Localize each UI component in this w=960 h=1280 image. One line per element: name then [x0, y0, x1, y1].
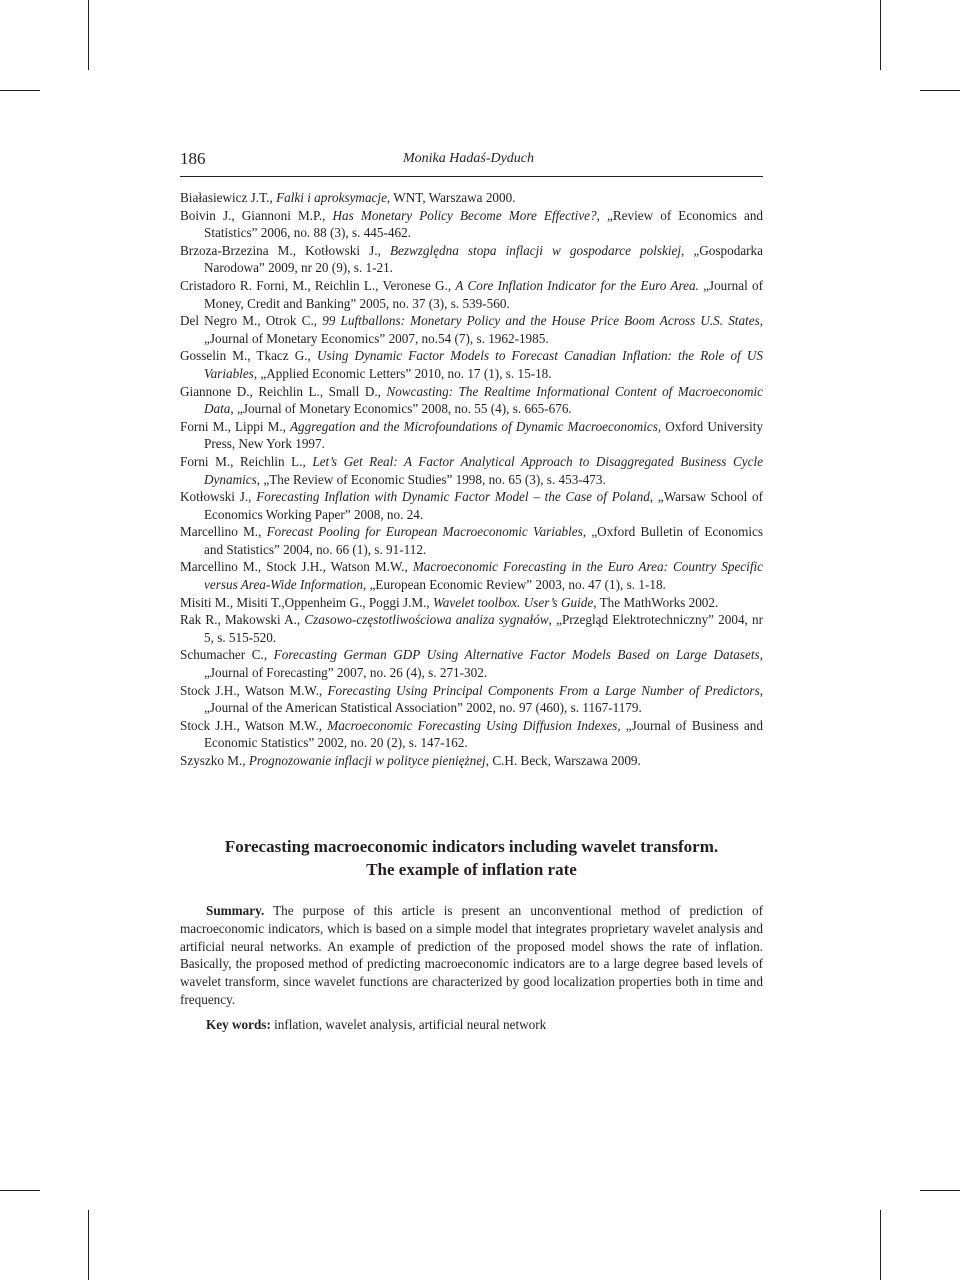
- reference-title: Forecast Pooling for European Macroeconomic Variables: [266, 524, 583, 540]
- crop-mark: [920, 1190, 960, 1191]
- reference-title: Forecasting Using Principal Components From a Large Number of Predictors: [327, 682, 760, 698]
- reference-entry: [180, 453, 763, 488]
- reference-details: , „European Economic Review” 2003, no. 47 (1), s. 1-18.: [362, 577, 666, 593]
- reference-title: Bezwzględna stopa inflacji w gospodarce polskiej: [389, 242, 682, 258]
- crop-mark: [0, 1190, 40, 1191]
- reference-details: , The MathWorks 2002.: [593, 594, 719, 610]
- reference-entry: [180, 717, 763, 752]
- keywords: [206, 1017, 546, 1033]
- keywords-label: Key words:: [206, 1017, 271, 1032]
- reference-title: Prognozowanie inflacji w polityce pieniężnej: [248, 753, 486, 768]
- reference-authors: Białasiewicz J.T.,: [180, 190, 277, 205]
- reference-authors: Del Negro M., Otrok C.,: [180, 313, 323, 329]
- reference-entry: [180, 752, 763, 770]
- reference-title: Has Monetary Policy Become More Effective?: [332, 207, 597, 223]
- reference-authors: Forni M., Reichlin L.,: [180, 453, 313, 469]
- crop-mark: [88, 1210, 89, 1280]
- reference-authors: Marcellino M., Stock J.H., Watson M.W.,: [180, 559, 413, 575]
- title-line: The example of inflation rate: [366, 860, 577, 879]
- reference-authors: Szyszko M.,: [180, 753, 249, 768]
- references-list: [180, 189, 763, 770]
- reference-details: , „Journal of Forecasting” 2007, no. 26 (4), s. 271-302.: [204, 647, 763, 681]
- summary-paragraph: [180, 902, 763, 1009]
- reference-entry: [180, 418, 763, 453]
- reference-entry: [180, 594, 763, 612]
- reference-details: „Journal of Money, Credit and Banking” 2005, no. 37 (3), s. 539-560.: [204, 277, 763, 311]
- reference-details: , WNT, Warszawa 2000.: [386, 190, 516, 205]
- crop-mark: [88, 0, 89, 70]
- summary-text: The purpose of this article is present an unconventional method of prediction of macroeconomic indicators, which is based on a simple model that integrates proprietary wavelet analysis and artificial neural networks. An example of prediction of the proposed model shows the rate of inflation. Basically, the proposed method of predicting macroeconomic indicators are to a large degree based levels of wavelet transform, since wavelet functions are characterized by good localization properties both in time and frequency.: [180, 903, 763, 1007]
- reference-authors: Brzoza-Brzezina M., Kotłowski J.,: [180, 242, 390, 258]
- reference-title: Macroeconomic Forecasting in the Euro Area: Country Specific versus Area-Wide Information: [204, 559, 764, 593]
- reference-title: Let’s Get Real: A Factor Analytical Approach to Disaggregated Business Cycle Dynamics: [204, 453, 763, 487]
- reference-entry: [180, 523, 763, 558]
- reference-entry: [180, 488, 763, 523]
- reference-details: , „Oxford Bulletin of Economics and Statistics” 2004, no. 66 (1), s. 91-112.: [204, 524, 763, 557]
- reference-authors: Forni M., Lippi M.,: [180, 418, 290, 434]
- reference-authors: Rak R., Makowski A.,: [180, 612, 305, 628]
- reference-authors: Cristadoro R. Forni, M., Reichlin L., Veronese G.,: [180, 277, 456, 293]
- reference-entry: [180, 242, 763, 277]
- reference-entry: [180, 312, 763, 347]
- reference-details: , „Gospodarka Narodowa” 2009, nr 20 (9), s. 1-21.: [204, 242, 764, 276]
- reference-title: Macroeconomic Forecasting Using Diffusion Indexes: [327, 717, 618, 733]
- reference-title: Using Dynamic Factor Models to Forecast Canadian Inflation: the Role of US Variables: [204, 348, 763, 381]
- reference-title: Falki i aproksymacje: [276, 190, 387, 205]
- crop-mark: [0, 90, 40, 91]
- reference-entry: [180, 207, 763, 242]
- reference-authors: Stock J.H., Watson M.W.,: [180, 682, 328, 698]
- reference-authors: Marcellino M.,: [180, 524, 267, 540]
- reference-entry: [180, 558, 763, 593]
- reference-details: , C.H. Beck, Warszawa 2009.: [485, 753, 641, 768]
- reference-authors: Kotłowski J.,: [180, 489, 257, 505]
- reference-entry: [180, 646, 763, 681]
- title-line: Forecasting macroeconomic indicators including wavelet transform.: [224, 837, 719, 856]
- reference-details: , „Applied Economic Letters” 2010, no. 17 (1), s. 15-18.: [253, 365, 552, 381]
- reference-title: Aggregation and the Microfoundations of Dynamic Macroeconomics: [290, 418, 658, 434]
- reference-entry: [180, 682, 763, 717]
- reference-entry: [180, 347, 763, 382]
- reference-title: 99 Luftballons: Monetary Policy and the House Price Boom Across U.S. States: [322, 313, 760, 329]
- crop-mark: [920, 90, 960, 91]
- reference-entry: [180, 189, 763, 207]
- reference-entry: [180, 277, 763, 312]
- reference-authors: Gosselin M., Tkacz G.,: [180, 348, 317, 364]
- reference-authors: Stock J.H., Watson M.W.,: [180, 717, 328, 733]
- reference-details: , Oxford University Press, New York 1997.: [204, 418, 764, 452]
- reference-title: Nowcasting: The Realtime Informational Content of Macroeconomic Data: [204, 383, 763, 417]
- reference-title: Czasowo-częstotliwościowa analiza sygnałów: [304, 612, 549, 628]
- reference-title: A Core Inflation Indicator for the Euro Area.: [455, 277, 699, 293]
- reference-authors: Giannone D., Reichlin L., Small D.,: [180, 383, 387, 399]
- reference-authors: Misiti M., Misiti T.,Oppenheim G., Poggi J.M.,: [180, 594, 434, 610]
- summary-label: Summary.: [206, 903, 265, 918]
- reference-details: , „Journal of the American Statistical Association” 2002, no. 97 (460), s. 1167-1179.: [204, 682, 763, 716]
- page-header: [180, 146, 763, 170]
- reference-entry: [180, 383, 763, 418]
- reference-details: , „Przegląd Elektrotechniczny” 2004, nr 5, s. 515-520.: [204, 612, 764, 645]
- reference-details: , „Journal of Business and Economic Statistics” 2002, no. 20 (2), s. 147-162.: [204, 717, 763, 751]
- reference-title: Forecasting German GDP Using Alternative Factor Models Based on Large Datasets: [273, 647, 760, 663]
- crop-mark: [880, 1210, 881, 1280]
- crop-mark: [880, 0, 881, 70]
- page-number: 186: [180, 149, 206, 168]
- reference-title: Wavelet toolbox. User’s Guide: [433, 594, 594, 610]
- reference-entry: [180, 611, 763, 646]
- keywords-text: inflation, wavelet analysis, artificial neural network: [270, 1017, 547, 1032]
- reference-title: Forecasting Inflation with Dynamic Factor Model – the Case of Poland: [256, 489, 650, 505]
- reference-details: , „Journal of Monetary Economics” 2007, no.54 (7), s. 1962-1985.: [204, 313, 763, 346]
- reference-authors: Boivin J., Giannoni M.P.,: [180, 207, 333, 223]
- reference-details: , „Journal of Monetary Economics” 2008, no. 55 (4), s. 665-676.: [230, 401, 572, 417]
- header-rule: [180, 176, 763, 177]
- running-head: Monika Hadaś-Dyduch: [403, 151, 535, 166]
- reference-details: , „Review of Economics and Statistics” 2006, no. 88 (3), s. 445-462.: [204, 207, 764, 241]
- reference-details: , „Warsaw School of Economics Working Paper” 2008, no. 24.: [204, 489, 763, 522]
- article-title: [180, 835, 763, 881]
- reference-authors: Schumacher C.,: [180, 647, 274, 663]
- reference-details: , „The Review of Economic Studies” 1998, no. 65 (3), s. 453-473.: [256, 471, 606, 487]
